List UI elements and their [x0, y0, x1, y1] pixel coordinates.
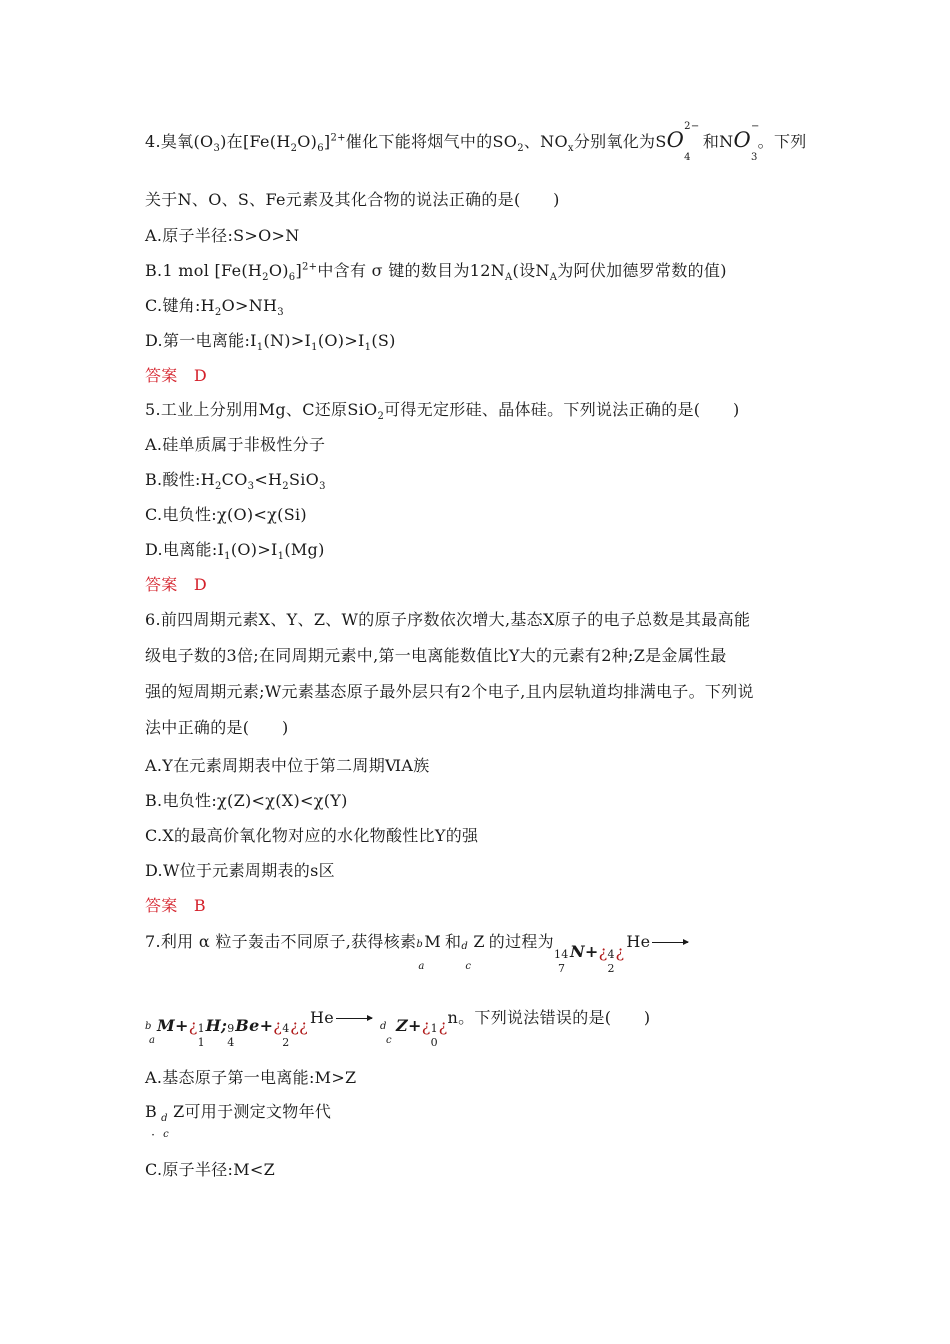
text: (设N	[512, 261, 550, 280]
text: 5.工业上分别用Mg、C还原SiO	[145, 400, 378, 419]
glyph: ¿	[421, 1016, 431, 1035]
mass-b: b	[145, 1020, 152, 1032]
sub: A	[549, 272, 558, 284]
text: <H	[254, 470, 283, 489]
sub: 2	[377, 411, 385, 423]
sup: 2+	[302, 261, 318, 273]
glyph: ¿	[188, 1016, 198, 1035]
number-0: 0	[430, 1035, 438, 1049]
q4-answer: 答案 D	[145, 366, 208, 385]
sub: 6	[288, 272, 296, 284]
text: 、NO	[523, 132, 568, 151]
number-c: c	[386, 1034, 392, 1046]
sub: 1	[277, 551, 285, 563]
q5-option-a: A.硅单质属于非极性分子	[145, 435, 326, 454]
q4-option-d	[145, 331, 396, 354]
nitrate-scripts: − $_3$	[750, 120, 760, 163]
sub: 4	[684, 151, 691, 163]
sub: 1	[224, 551, 231, 563]
q6-option-d: D.W位于元素周期表的s区	[145, 861, 335, 880]
text: ]	[323, 132, 331, 151]
sub: 2	[290, 143, 298, 155]
text: 催化下能将烟气中的SO	[345, 132, 518, 151]
sub: 3	[247, 481, 255, 493]
sub: 2	[214, 307, 222, 319]
text: 为阿伏加德罗常数的值)	[557, 261, 727, 280]
sub: A	[505, 272, 513, 284]
text: (O)>I	[230, 540, 278, 559]
number-7: 7	[557, 961, 566, 975]
glyph: ¿	[598, 942, 608, 961]
text: CO	[221, 470, 248, 489]
text: 4.臭氧(O	[145, 132, 214, 151]
sub: 2	[262, 272, 269, 284]
q7-option-c: C.原子半径:M<Z	[145, 1160, 276, 1179]
plus: +	[407, 1016, 422, 1035]
q6-stem-line2: 级电子数的3倍;在同周期元素中,第一电离能数值比Y大的元素有2种;Z是金属性最	[145, 646, 727, 665]
glyph: ¿	[290, 1016, 300, 1035]
q4-option-a: A.原子半径:S>O>N	[145, 226, 300, 245]
hydrogen-symbol: H	[205, 1016, 222, 1035]
text: (Mg)	[284, 540, 325, 559]
glyph: ¿	[438, 1016, 448, 1035]
sulfate-scripts: 2− $_4$	[684, 120, 700, 163]
plus: +	[259, 1016, 274, 1035]
sulfate-o: O	[666, 128, 685, 152]
plus: +	[584, 942, 599, 961]
z-symbol: Z	[396, 1016, 408, 1035]
text: Z可用于测定文物年代	[173, 1102, 332, 1121]
text: B	[145, 1102, 158, 1121]
text: 和	[445, 932, 462, 951]
text: ]	[295, 261, 303, 280]
beryllium-symbol: Be	[235, 1016, 260, 1035]
text: O)	[268, 261, 289, 280]
plus: +	[175, 1016, 189, 1035]
mass-d: d	[380, 1020, 387, 1032]
sub: 6	[317, 143, 324, 155]
q6-answer: 答案 B	[145, 896, 206, 915]
text: B.1 mol [Fe(H	[145, 261, 263, 280]
nitrate-o: O	[733, 128, 751, 152]
text: B.酸性:H	[145, 470, 215, 489]
mass-1: 1	[197, 1021, 205, 1035]
q4-stem-line1	[145, 120, 807, 163]
q6-option-a: A.Y在元素周期表中位于第二周期ⅥA族	[145, 756, 430, 775]
glyph: ¿	[615, 942, 625, 961]
glyph: ¿	[299, 1016, 308, 1035]
text: D.电离能:I	[145, 540, 225, 559]
text: 的过程为	[488, 932, 554, 951]
number-c: c	[465, 960, 472, 972]
sub: 3	[277, 307, 284, 319]
q6-option-c: C.X的最高价氧化物对应的水化物酸性比Y的强	[145, 826, 479, 845]
q7-option-b	[145, 1102, 332, 1142]
number-a: a	[149, 1034, 156, 1046]
q5-option-b	[145, 470, 326, 493]
separator: ;	[221, 1016, 228, 1035]
mass-1: 1	[430, 1021, 438, 1035]
number-2: 2	[607, 961, 615, 975]
text: 分别氧化为	[573, 132, 656, 151]
q7-stem-line2	[145, 1008, 651, 1049]
q7-option-a: A.基态原子第一电离能:M>Z	[145, 1068, 357, 1087]
number-c: c	[163, 1128, 169, 1140]
q5-stem	[145, 400, 740, 423]
q7-stem-line1	[145, 932, 688, 975]
q6-stem-line3: 强的短周期元素;W元素基态原子最外层只有2个电子,且内层轨道均排满电子。下列说	[145, 682, 754, 701]
sub: 1	[364, 342, 372, 354]
q4-stem-line2: 关于N、O、S、Fe元素及其化合物的说法正确的是( )	[145, 190, 560, 209]
text: 。下列	[757, 132, 807, 151]
text: SiO	[288, 470, 320, 489]
sub: 2	[282, 481, 289, 493]
mass-4: 4	[282, 1021, 290, 1035]
q4-option-c	[145, 296, 284, 319]
text: D.第一电离能:I	[145, 331, 257, 350]
q5-answer: 答案 D	[145, 575, 208, 594]
text: (O)>I	[317, 331, 365, 350]
sub: 3	[750, 151, 758, 163]
sub: 1	[256, 342, 264, 354]
text: (S)	[371, 331, 396, 350]
mass-9: 9	[227, 1021, 235, 1035]
q6-stem-line4: 法中正确的是( )	[145, 718, 289, 737]
mass-b: b	[416, 938, 424, 950]
mass-4: 4	[607, 947, 615, 961]
helium-label: He	[626, 932, 651, 951]
mass-d: d	[461, 940, 469, 952]
mass-d: d	[161, 1112, 168, 1124]
text: )在[Fe(H	[220, 132, 291, 151]
text: O)	[297, 132, 318, 151]
number-2: 2	[282, 1035, 290, 1049]
text: 和	[702, 132, 720, 151]
text: M	[424, 932, 442, 951]
text: 7.利用 α 粒子轰击不同原子,获得核素	[145, 932, 417, 951]
text: O>NH	[221, 296, 278, 315]
sub: 1	[311, 342, 318, 354]
sub: 2	[517, 143, 524, 155]
text: n。下列说法错误的是( )	[447, 1008, 651, 1027]
helium-label: He	[309, 1008, 334, 1027]
nitrate-n: N	[719, 132, 734, 151]
text: C.键角:H	[145, 296, 215, 315]
q6-stem-line1: 6.前四周期元素X、Y、Z、W的原子序数依次增大,基态X原子的电子总数是其最高能	[145, 610, 751, 629]
q5-option-c: C.电负性:χ(O)<χ(Si)	[145, 505, 307, 524]
glyph: ¿	[273, 1016, 283, 1035]
mass-14: 14	[553, 947, 569, 961]
sub: x	[567, 143, 574, 155]
sub: 2	[215, 481, 222, 493]
number-4: 4	[227, 1035, 235, 1049]
reaction-arrow-icon	[652, 942, 688, 943]
sulfate-s: S	[655, 132, 667, 151]
text: 中含有 σ 键的数目为12N	[317, 261, 506, 280]
reaction-arrow-icon	[336, 1018, 372, 1019]
text: Z	[473, 932, 485, 951]
sub: 3	[213, 143, 221, 155]
sup: 2+	[330, 132, 346, 144]
q6-option-b: B.电负性:χ(Z)<χ(X)<χ(Y)	[145, 791, 348, 810]
number-1: 1	[197, 1035, 205, 1049]
text: (N)>I	[263, 331, 312, 350]
number-a: a	[418, 960, 425, 972]
nitrogen-symbol: N	[569, 942, 585, 961]
sub: 3	[319, 481, 326, 493]
m-symbol: M	[157, 1016, 176, 1035]
text: 可得无定形硅、晶体硅。下列说法正确的是( )	[384, 400, 740, 419]
dot: ·	[151, 1127, 156, 1142]
q4-option-b	[145, 261, 727, 284]
q5-option-d	[145, 540, 325, 563]
